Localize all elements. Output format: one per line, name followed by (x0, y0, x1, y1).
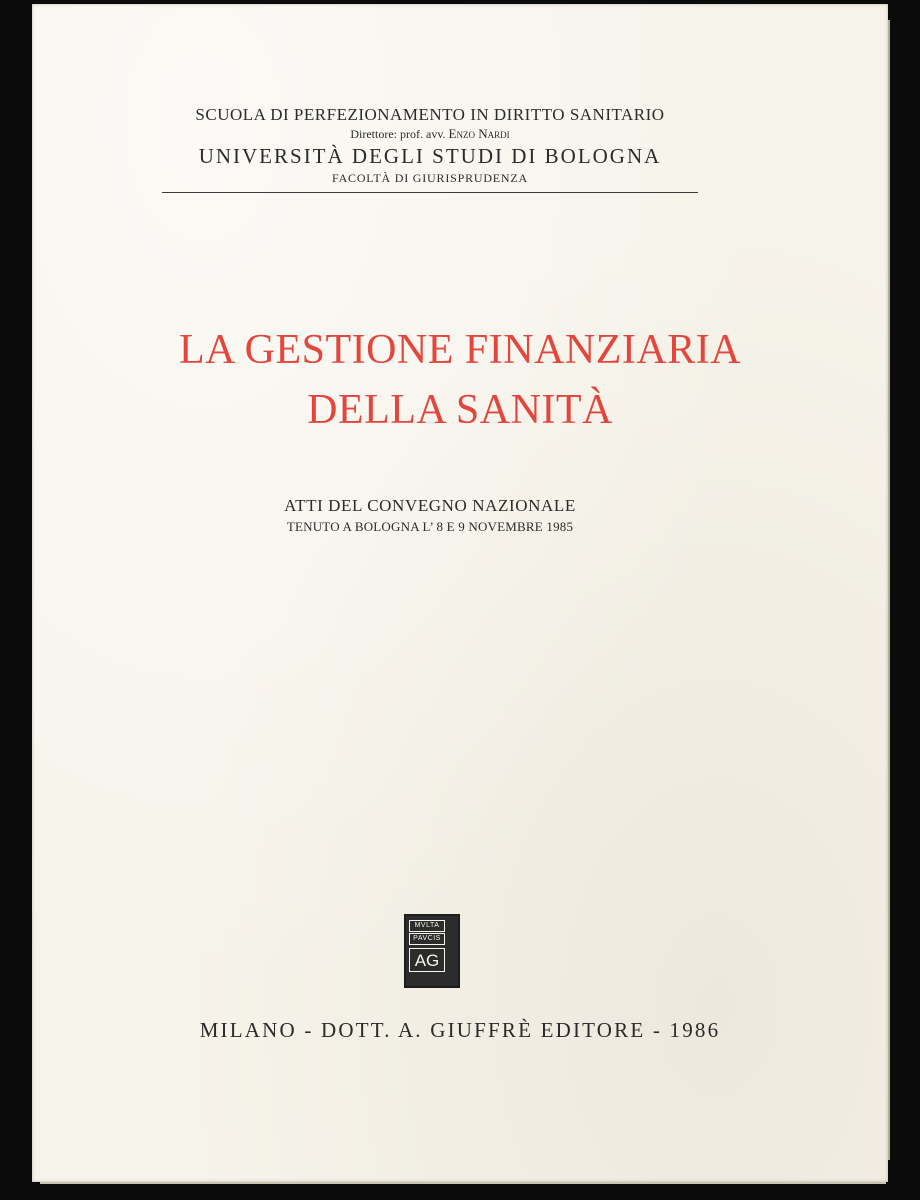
director-prefix: Direttore: prof. avv. (350, 127, 446, 141)
proceedings-subtitle (160, 494, 700, 536)
book-title-line-1: LA GESTIONE FINANZIARIA (178, 327, 742, 373)
director-name: Enzo Nardi (448, 126, 510, 141)
proceedings-line-2: TENUTO A BOLOGNA L’ 8 E 9 NOVEMBRE 1985 (286, 519, 574, 534)
publisher-logo-icon (404, 914, 460, 988)
director-line (160, 126, 700, 142)
book-title-line-2: DELLA SANITÀ (307, 387, 613, 433)
school-name: SCUOLA DI PERFEZIONAMENTO IN DIRITTO SANITARIO (195, 105, 665, 124)
proceedings-line-1: ATTI DEL CONVEGNO NAZIONALE (284, 496, 576, 515)
logo-initials: AG (409, 948, 445, 972)
publisher-imprint: MILANO - DOTT. A. GIUFFRÈ EDITORE - 1986 (199, 1018, 721, 1042)
header-divider (162, 192, 698, 193)
institution-header (160, 104, 700, 193)
university-name: UNIVERSITÀ DEGLI STUDI DI BOLOGNA (198, 144, 662, 168)
logo-motto-line-1: MVLTA (409, 920, 445, 932)
book-title (100, 320, 820, 440)
faculty-name: FACOLTÀ DI GIURISPRUDENZA (331, 171, 528, 185)
logo-motto-line-2: PAVCIS (409, 933, 445, 945)
